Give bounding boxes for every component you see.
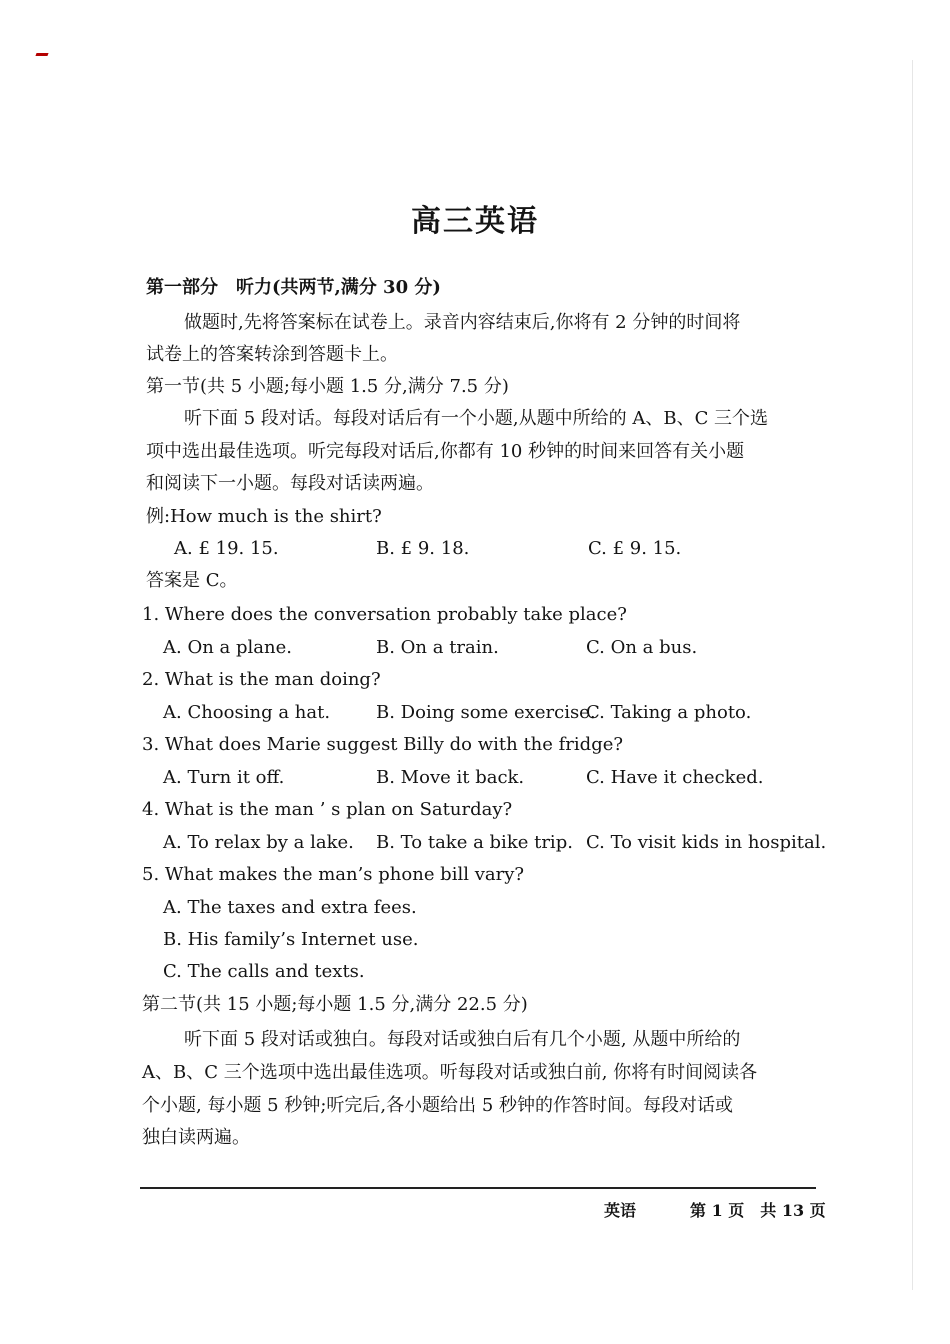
- example-option-a: A. £ 19. 15.: [174, 538, 279, 559]
- section1-heading: 第一节(共 5 小题;每小题 1.5 分,满分 7.5 分): [146, 376, 509, 397]
- example-option-c: C. £ 9. 15.: [588, 538, 682, 559]
- section2-instruction-line2: A、B、C 三个选项中选出最佳选项。听每段对话或独白前, 你将有时间阅读各: [142, 1062, 758, 1083]
- question-1-option-a: A. On a plane.: [163, 637, 292, 658]
- section1-instruction-line3: 和阅读下一小题。每段对话读两遍。: [146, 473, 434, 494]
- section2-instruction-line3: 个小题, 每小题 5 秒钟;听完后,各小题给出 5 秒钟的作答时间。每段对话或: [142, 1095, 734, 1116]
- scan-edge-line: [912, 60, 913, 1290]
- example-question: 例:How much is the shirt?: [146, 506, 382, 527]
- section1-instruction-line2: 项中选出最佳选项。听完每段对话后,你都有 10 秒钟的时间来回答有关小题: [146, 441, 745, 462]
- question-3-option-b: B. Move it back.: [376, 767, 525, 788]
- corner-mark: [35, 53, 48, 56]
- question-2: 2. What is the man doing?: [142, 669, 381, 690]
- example-answer: 答案是 C。: [146, 570, 238, 591]
- footer-rule: [140, 1187, 816, 1189]
- question-4-option-a: A. To relax by a lake.: [163, 832, 354, 853]
- example-option-b: B. £ 9. 18.: [376, 538, 470, 559]
- question-5: 5. What makes the man’s phone bill vary?: [142, 864, 525, 885]
- question-2-option-c: C. Taking a photo.: [586, 702, 752, 723]
- section2-instruction-line4: 独白读两遍。: [142, 1127, 250, 1148]
- question-2-option-a: A. Choosing a hat.: [163, 702, 331, 723]
- page-title: 高三英语: [411, 204, 539, 239]
- question-3-option-c: C. Have it checked.: [586, 767, 764, 788]
- question-4-option-b: B. To take a bike trip.: [376, 832, 573, 853]
- question-1-option-b: B. On a train.: [376, 637, 499, 658]
- part1-instruction-line2: 试卷上的答案转涂到答题卡上。: [146, 344, 398, 365]
- question-1-option-c: C. On a bus.: [586, 637, 698, 658]
- section1-instruction-line1: 听下面 5 段对话。每段对话后有一个小题,从题中所给的 A、B、C 三个选: [184, 408, 769, 429]
- question-4: 4. What is the man ’ s plan on Saturday?: [142, 799, 513, 820]
- question-4-option-c: C. To visit kids in hospital.: [586, 832, 827, 853]
- question-5-option-c: C. The calls and texts.: [163, 961, 365, 982]
- part1-instruction-line1: 做题时,先将答案标在试卷上。录音内容结束后,你将有 2 分钟的时间将: [184, 312, 741, 333]
- section2-instruction-line1: 听下面 5 段对话或独白。每段对话或独白后有几个小题, 从题中所给的: [184, 1029, 741, 1050]
- question-5-option-a: A. The taxes and extra fees.: [163, 897, 417, 918]
- question-3-option-a: A. Turn it off.: [163, 767, 285, 788]
- question-5-option-b: B. His family’s Internet use.: [163, 929, 419, 950]
- part1-heading: 第一部分 听力(共两节,满分 30 分): [146, 277, 441, 298]
- footer-page-number: 第 1 页 共 13 页: [690, 1201, 826, 1220]
- section2-heading: 第二节(共 15 小题;每小题 1.5 分,满分 22.5 分): [142, 994, 528, 1015]
- question-2-option-b: B. Doing some exercise.: [376, 702, 596, 723]
- question-1: 1. Where does the conversation probably take place?: [142, 604, 627, 625]
- question-3: 3. What does Marie suggest Billy do with the fridge?: [142, 734, 624, 755]
- footer-subject: 英语: [604, 1201, 637, 1220]
